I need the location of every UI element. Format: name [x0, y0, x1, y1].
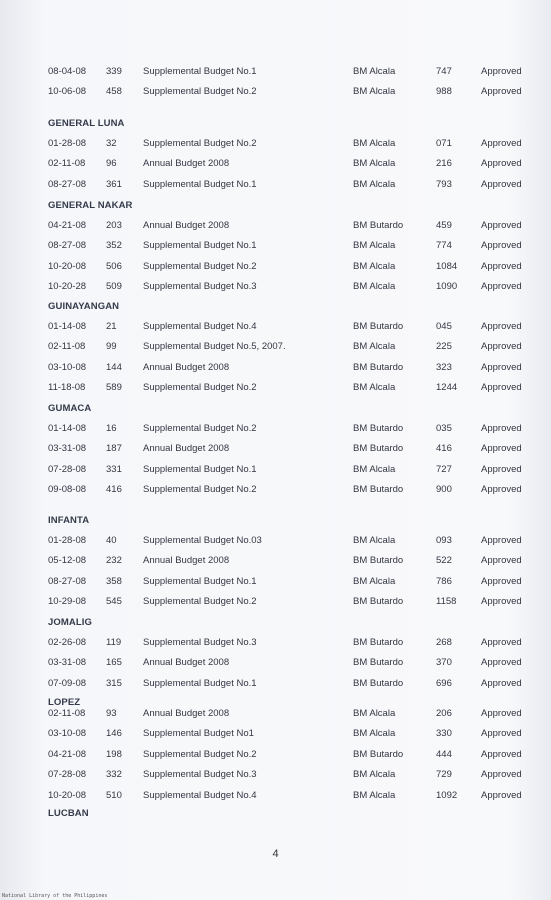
- cell-no: 40: [106, 535, 117, 546]
- table-row: [0, 66, 551, 79]
- cell-description: Supplemental Budget No.03: [143, 535, 262, 546]
- table-row: [0, 678, 551, 691]
- cell-no: 361: [106, 178, 122, 190]
- table-row: [0, 138, 551, 151]
- cell-status: Approved: [481, 657, 522, 669]
- cell-code: 071: [436, 138, 452, 149]
- table-row: [0, 158, 551, 171]
- cell-code: 786: [436, 575, 452, 587]
- cell-description: Supplemental Budget No.1: [143, 575, 257, 587]
- section-heading: GUMACA: [48, 403, 92, 414]
- cell-by: BM Alcala: [353, 382, 396, 394]
- section-heading: LOPEZ: [48, 697, 81, 708]
- cell-date: 04-21-08: [48, 748, 87, 760]
- cell-status: Approved: [481, 575, 522, 587]
- cell-date: 07-09-08: [48, 677, 87, 689]
- cell-description: Annual Budget 2008: [143, 158, 230, 170]
- cell-date: 02-11-08: [48, 708, 86, 719]
- cell-by: BM Alcala: [353, 575, 396, 587]
- cell-no: 21: [106, 321, 117, 332]
- table-row: [0, 240, 551, 253]
- cell-description: Annual Budget 2008: [143, 361, 230, 373]
- cell-status: Approved: [481, 178, 522, 190]
- cell-code: 522: [436, 555, 452, 567]
- cell-status: Approved: [481, 728, 522, 740]
- cell-status: Approved: [481, 596, 522, 608]
- table-row: [0, 362, 551, 375]
- cell-by: BM Alcala: [353, 769, 396, 781]
- cell-code: 206: [436, 708, 452, 719]
- cell-no: 352: [106, 240, 122, 252]
- table-row: [0, 657, 551, 670]
- cell-by: BM Alcala: [353, 260, 396, 272]
- cell-status: Approved: [481, 382, 522, 394]
- cell-date: 03-31-08: [48, 443, 87, 455]
- cell-code: 988: [436, 86, 452, 98]
- section-heading: GENERAL LUNA: [48, 118, 125, 129]
- cell-by: BM Butardo: [353, 361, 404, 373]
- cell-date: 07-28-08: [48, 769, 87, 781]
- cell-no: 332: [106, 769, 122, 781]
- cell-code: 727: [436, 463, 452, 475]
- cell-status: Approved: [481, 677, 522, 689]
- cell-description: Supplemental Budget No.4: [143, 321, 257, 332]
- cell-description: Supplemental Budget No.2: [143, 748, 257, 760]
- cell-description: Supplemental Budget No.5, 2007.: [143, 341, 286, 353]
- cell-by: BM Butardo: [353, 555, 404, 567]
- cell-status: Approved: [481, 86, 522, 98]
- cell-date: 07-28-08: [48, 463, 87, 475]
- cell-code: 459: [436, 220, 452, 231]
- cell-no: 144: [106, 361, 122, 373]
- cell-by: BM Alcala: [353, 728, 396, 740]
- cell-code: 793: [436, 178, 452, 190]
- cell-date: 10-20-08: [48, 789, 87, 801]
- cell-no: 506: [106, 260, 122, 272]
- cell-status: Approved: [481, 637, 522, 648]
- cell-by: BM Alcala: [353, 158, 396, 170]
- cell-status: Approved: [481, 423, 522, 434]
- table-row: [0, 261, 551, 274]
- table-row: [0, 769, 551, 782]
- cell-no: 187: [106, 443, 122, 455]
- cell-status: Approved: [481, 158, 522, 170]
- cell-date: 01-14-08: [48, 321, 87, 332]
- cell-no: 232: [106, 555, 122, 567]
- cell-by: BM Alcala: [353, 708, 396, 719]
- section-heading: GENERAL NAKAR: [48, 200, 133, 211]
- cell-description: Supplemental Budget No.3: [143, 637, 257, 648]
- cell-code: 1084: [436, 260, 458, 272]
- cell-code: 444: [436, 748, 452, 760]
- cell-code: 900: [436, 484, 452, 496]
- table-row: [0, 728, 551, 741]
- cell-code: 370: [436, 657, 452, 669]
- cell-date: 09-08-08: [48, 484, 87, 496]
- cell-description: Supplemental Budget No.2: [143, 596, 257, 608]
- cell-date: 10-06-08: [48, 86, 87, 98]
- cell-status: Approved: [481, 220, 522, 231]
- table-row: [0, 341, 551, 354]
- footer-text: National Library of the Philippines: [2, 893, 108, 899]
- cell-description: Supplemental Budget No1: [143, 728, 254, 740]
- cell-no: 510: [106, 789, 122, 801]
- cell-code: 1090: [436, 281, 458, 293]
- cell-by: BM Alcala: [353, 789, 396, 801]
- cell-date: 03-10-08: [48, 728, 87, 740]
- cell-description: Supplemental Budget No.2: [143, 423, 257, 434]
- cell-status: Approved: [481, 240, 522, 252]
- cell-by: BM Alcala: [353, 178, 396, 190]
- cell-code: 696: [436, 677, 452, 689]
- cell-status: Approved: [481, 341, 522, 353]
- cell-description: Supplemental Budget No.2: [143, 382, 257, 394]
- section-heading: LUCBAN: [48, 808, 89, 819]
- cell-description: Supplemental Budget No.1: [143, 240, 257, 252]
- cell-by: BM Alcala: [353, 281, 396, 293]
- cell-code: 774: [436, 240, 452, 252]
- cell-code: 093: [436, 535, 452, 546]
- cell-description: Supplemental Budget No.1: [143, 463, 257, 475]
- cell-status: Approved: [481, 535, 522, 546]
- table-row: [0, 637, 551, 650]
- cell-status: Approved: [481, 463, 522, 475]
- cell-no: 339: [106, 66, 122, 77]
- cell-by: BM Butardo: [353, 596, 404, 608]
- cell-description: Supplemental Budget No.2: [143, 86, 257, 98]
- cell-description: Annual Budget 2008: [143, 657, 230, 669]
- cell-date: 11-18-08: [48, 382, 86, 394]
- table-row: [0, 220, 551, 233]
- table-row: [0, 596, 551, 609]
- cell-date: 01-14-08: [48, 423, 87, 434]
- cell-status: Approved: [481, 281, 522, 293]
- cell-no: 358: [106, 575, 122, 587]
- cell-code: 225: [436, 341, 452, 353]
- cell-no: 203: [106, 220, 122, 231]
- cell-by: BM Alcala: [353, 240, 396, 252]
- cell-description: Supplemental Budget No.2: [143, 138, 257, 149]
- section-heading: INFANTA: [48, 515, 90, 526]
- cell-code: 035: [436, 423, 452, 434]
- cell-description: Annual Budget 2008: [143, 443, 230, 455]
- section-heading: GUINAYANGAN: [48, 301, 120, 312]
- table-row: [0, 576, 551, 589]
- cell-date: 02-11-08: [48, 158, 86, 170]
- cell-date: 03-10-08: [48, 361, 87, 373]
- page-number: 4: [272, 848, 279, 860]
- section-heading: JOMALIG: [48, 617, 92, 628]
- cell-description: Supplemental Budget No.1: [143, 66, 257, 77]
- cell-date: 02-26-08: [48, 637, 87, 648]
- cell-by: BM Alcala: [353, 86, 396, 98]
- cell-code: 216: [436, 158, 452, 170]
- cell-date: 02-11-08: [48, 341, 86, 353]
- cell-no: 32: [106, 138, 117, 149]
- cell-no: 331: [106, 463, 122, 475]
- cell-by: BM Alcala: [353, 463, 396, 475]
- cell-no: 198: [106, 748, 122, 760]
- table-row: [0, 708, 551, 721]
- cell-by: BM Butardo: [353, 677, 404, 689]
- cell-description: Supplemental Budget No.3: [143, 281, 257, 293]
- cell-by: BM Butardo: [353, 220, 404, 231]
- cell-status: Approved: [481, 484, 522, 496]
- table-row: [0, 281, 551, 294]
- table-row: [0, 382, 551, 395]
- table-row: [0, 179, 551, 192]
- cell-date: 01-28-08: [48, 535, 87, 546]
- cell-no: 458: [106, 86, 122, 98]
- cell-description: Supplemental Budget No.2: [143, 260, 257, 272]
- cell-code: 416: [436, 443, 452, 455]
- cell-code: 729: [436, 769, 452, 781]
- cell-code: 330: [436, 728, 452, 740]
- cell-date: 08-27-08: [48, 178, 87, 190]
- cell-status: Approved: [481, 66, 522, 77]
- cell-code: 1092: [436, 789, 458, 801]
- cell-status: Approved: [481, 769, 522, 781]
- table-row: [0, 555, 551, 568]
- table-row: [0, 535, 551, 548]
- table-row: [0, 464, 551, 477]
- cell-date: 04-21-08: [48, 220, 87, 231]
- cell-no: 99: [106, 341, 117, 353]
- cell-status: Approved: [481, 260, 522, 272]
- cell-by: BM Butardo: [353, 321, 404, 332]
- cell-status: Approved: [481, 789, 522, 801]
- cell-code: 268: [436, 637, 452, 648]
- cell-status: Approved: [481, 361, 522, 373]
- cell-no: 545: [106, 596, 122, 608]
- cell-description: Supplemental Budget No.1: [143, 677, 257, 689]
- cell-status: Approved: [481, 708, 522, 719]
- cell-no: 96: [106, 158, 117, 170]
- cell-description: Supplemental Budget No.2: [143, 484, 257, 496]
- cell-date: 08-27-08: [48, 240, 87, 252]
- cell-by: BM Alcala: [353, 535, 396, 546]
- cell-no: 119: [106, 637, 122, 648]
- cell-no: 146: [106, 728, 122, 740]
- cell-date: 10-20-28: [48, 281, 87, 293]
- cell-by: BM Butardo: [353, 443, 404, 455]
- cell-description: Annual Budget 2008: [143, 220, 230, 231]
- cell-no: 416: [106, 484, 122, 496]
- cell-code: 1244: [436, 382, 458, 394]
- cell-no: 509: [106, 281, 122, 293]
- table-row: [0, 790, 551, 803]
- table-row: [0, 484, 551, 497]
- cell-code: 747: [436, 66, 452, 77]
- cell-date: 08-27-08: [48, 575, 87, 587]
- cell-code: 323: [436, 361, 452, 373]
- cell-no: 315: [106, 677, 122, 689]
- cell-description: Supplemental Budget No.3: [143, 769, 257, 781]
- cell-by: BM Alcala: [353, 138, 396, 149]
- cell-date: 08-04-08: [48, 66, 87, 77]
- cell-description: Supplemental Budget No.4: [143, 789, 257, 801]
- cell-status: Approved: [481, 748, 522, 760]
- cell-by: BM Alcala: [353, 341, 396, 353]
- cell-by: BM Butardo: [353, 748, 404, 760]
- cell-description: Supplemental Budget No.1: [143, 178, 257, 190]
- cell-by: BM Butardo: [353, 484, 404, 496]
- cell-status: Approved: [481, 138, 522, 149]
- table-row: [0, 749, 551, 762]
- cell-no: 16: [106, 423, 117, 434]
- cell-date: 10-29-08: [48, 596, 87, 608]
- cell-status: Approved: [481, 443, 522, 455]
- table-row: [0, 443, 551, 456]
- cell-by: BM Alcala: [353, 66, 396, 77]
- cell-description: Annual Budget 2008: [143, 708, 230, 719]
- cell-no: 93: [106, 708, 117, 719]
- cell-code: 1158: [436, 596, 457, 608]
- cell-by: BM Butardo: [353, 423, 404, 434]
- cell-date: 05-12-08: [48, 555, 87, 567]
- cell-by: BM Butardo: [353, 637, 404, 648]
- cell-by: BM Butardo: [353, 657, 404, 669]
- cell-date: 01-28-08: [48, 138, 87, 149]
- cell-no: 165: [106, 657, 122, 669]
- cell-status: Approved: [481, 321, 522, 332]
- cell-status: Approved: [481, 555, 522, 567]
- cell-no: 589: [106, 382, 122, 394]
- cell-description: Annual Budget 2008: [143, 555, 230, 567]
- table-row: [0, 423, 551, 436]
- cell-code: 045: [436, 321, 452, 332]
- table-row: [0, 321, 551, 334]
- cell-date: 10-20-08: [48, 260, 87, 272]
- table-row: [0, 86, 551, 99]
- cell-date: 03-31-08: [48, 657, 87, 669]
